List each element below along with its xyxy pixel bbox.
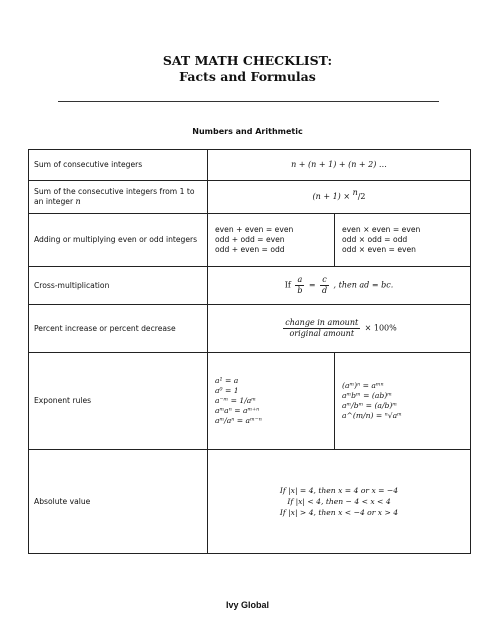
denominator: b	[297, 286, 303, 295]
title-line-2: Facts and Formulas	[179, 69, 316, 84]
row-label: Cross-multiplication	[29, 267, 208, 305]
page-title	[0, 53, 495, 85]
formula-consecutive-sum: n + (n + 1) + (n + 2) …	[291, 160, 387, 169]
rule-line: odd × even = even	[342, 245, 416, 254]
row-label	[29, 181, 208, 214]
table-row	[29, 150, 471, 181]
rule-line: a¹ = a	[215, 376, 239, 385]
rule-line: a⁰ = 1	[215, 386, 239, 395]
rule-line: a⁻ᵐ = 1/aᵐ	[215, 396, 256, 405]
multiplication-rules	[335, 214, 471, 267]
rule-line: aᵐaⁿ = aᵐ⁺ⁿ	[215, 406, 260, 415]
rule-line: odd + even = odd	[215, 245, 285, 254]
title-divider	[58, 101, 439, 102]
row-label: Percent increase or percent decrease	[29, 305, 208, 353]
numerator: change in amount	[285, 318, 359, 327]
fraction-a-over-b	[295, 275, 304, 296]
table-row	[29, 181, 471, 214]
formula-table	[28, 149, 471, 554]
formula-prefix: (n + 1) ×	[312, 192, 353, 201]
denominator: original amount	[289, 329, 355, 338]
rule-line: If |x| < 4, then − 4 < x < 4	[287, 497, 391, 506]
section-heading: Numbers and Arithmetic	[192, 127, 303, 136]
rule-line: If |x| > 4, then x < −4 or x > 4	[279, 508, 399, 517]
then-clause: , then ad = bc.	[333, 280, 394, 290]
footer-brand: Ivy Global	[225, 600, 269, 610]
exponent-rules-right	[335, 353, 471, 450]
formula-denominator: 2	[360, 192, 366, 201]
percent-suffix: × 100%	[364, 323, 397, 333]
table-row	[29, 305, 471, 353]
formula-cell: (n + 1) × $^n$/2	[208, 181, 471, 214]
if-word: If	[284, 280, 291, 290]
label-text: Sum of the consecutive integers from 1 to an integer	[34, 187, 195, 206]
rule-line: odd + odd = even	[215, 235, 285, 244]
rule-line: even × even = even	[342, 225, 421, 234]
rule-line: a^(m/n) = ⁿ√aᵐ	[342, 411, 402, 420]
table-row	[29, 214, 471, 267]
formula-cell	[208, 267, 471, 305]
rule-line: aᵐbᵐ = (ab)ᵐ	[342, 391, 392, 400]
equals-sign: =	[308, 280, 316, 290]
row-label: Absolute value	[29, 450, 208, 554]
table-row	[29, 267, 471, 305]
row-label: Exponent rules	[29, 353, 208, 450]
table-row	[29, 450, 471, 554]
addition-rules	[208, 214, 335, 267]
formula-cell	[208, 450, 471, 554]
denominator: d	[321, 286, 328, 295]
title-line-1: SAT MATH CHECKLIST:	[162, 53, 333, 68]
numerator: a	[297, 275, 303, 284]
row-label: Sum of consecutive integers	[29, 150, 208, 181]
fraction-c-over-d	[320, 275, 329, 296]
row-label: Adding or multiplying even or odd integers	[29, 214, 208, 267]
percent-fraction	[283, 318, 360, 339]
rule-line: odd × odd = odd	[342, 235, 408, 244]
formula-numerator: n	[352, 188, 358, 197]
exponent-rules-left	[208, 353, 335, 450]
formula-cell	[208, 150, 471, 181]
formula-cell	[208, 305, 471, 353]
table-row	[29, 353, 471, 450]
rule-line: aᵐ/aⁿ = aᵐ⁻ⁿ	[215, 416, 262, 425]
rule-line: aᵐ/bᵐ = (a/b)ᵐ	[342, 401, 397, 410]
label-variable: n	[75, 197, 81, 206]
rule-line: (aᵐ)ⁿ = aᵐⁿ	[342, 381, 384, 390]
rule-line: If |x| = 4, then x = 4 or x = −4	[279, 486, 399, 495]
rule-line: even + even = even	[215, 225, 294, 234]
numerator: c	[322, 275, 327, 284]
